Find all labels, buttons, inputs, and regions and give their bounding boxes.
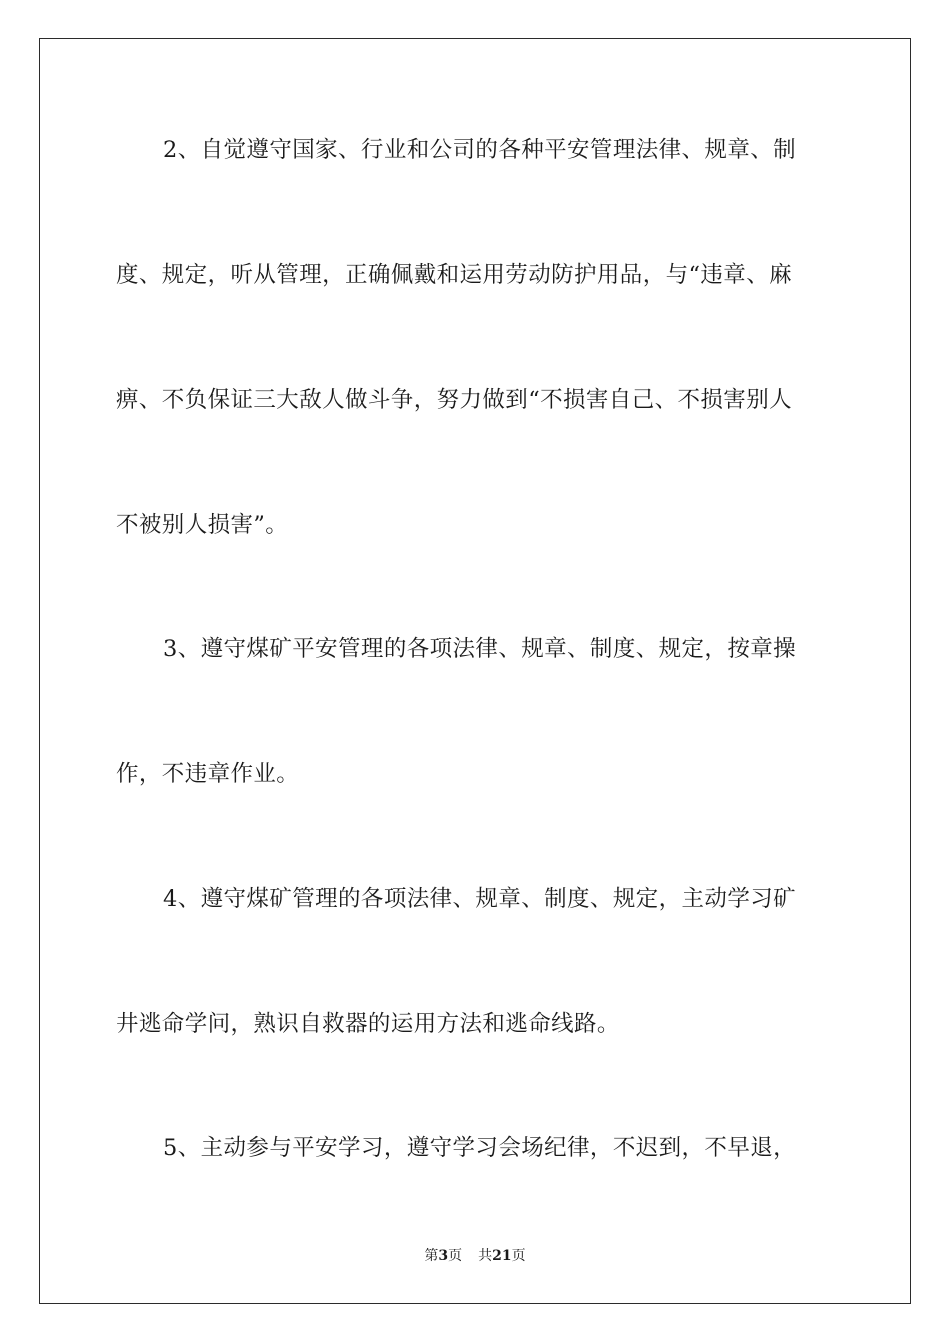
page-footer (0, 1246, 950, 1266)
paragraph-2-line-1: 2、自觉遵守国家、行业和公司的各种平安管理法律、规章、制 (163, 137, 797, 163)
paragraph-3-line-1: 3、遵守煤矿平安管理的各项法律、规章、制度、规定，按章操 (163, 636, 797, 662)
total-pages: 21 (492, 1248, 512, 1264)
paragraph-2-line-4: 不被别人损害”。 (116, 512, 289, 538)
paragraph-5-line-1: 5、主动参与平安学习，遵守学习会场纪律，不迟到，不早退， (163, 1135, 797, 1161)
page-suffix: 页 (448, 1248, 463, 1264)
page-border (39, 38, 911, 1304)
total-prefix: 共 (478, 1248, 493, 1264)
paragraph-4-line-1: 4、遵守煤矿管理的各项法律、规章、制度、规定，主动学习矿 (163, 886, 797, 912)
page-number: 3 (438, 1248, 449, 1264)
paragraph-2-line-3: 痹、不负保证三大敌人做斗争，努力做到“不损害自己、不损害别人 (116, 387, 793, 413)
paragraph-4-line-2: 井逃命学问，熟识自救器的运用方法和逃命线路。 (116, 1011, 620, 1037)
page-prefix: 第 (424, 1248, 439, 1264)
paragraph-3-line-2: 作，不违章作业。 (116, 761, 300, 787)
paragraph-2-line-2: 度、规定，听从管理，正确佩戴和运用劳动防护用品，与“违章、麻 (116, 262, 793, 288)
total-suffix: 页 (511, 1248, 526, 1264)
